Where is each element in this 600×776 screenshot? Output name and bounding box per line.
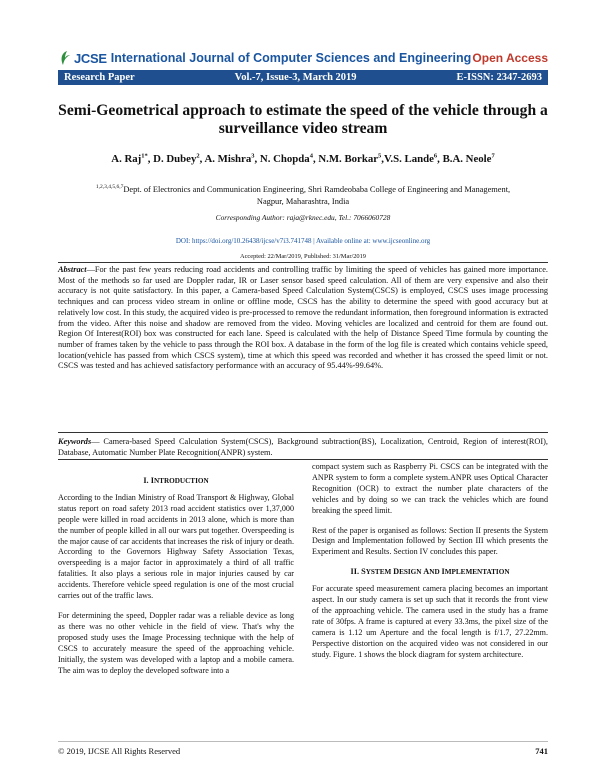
author: V.S. Lande$^6$, bbox=[384, 152, 443, 165]
abstract bbox=[58, 265, 548, 372]
issn: E-ISSN: 2347-2693 bbox=[456, 72, 542, 83]
paragraph: According to the Indian Ministry of Road Transport & Highway, Global status report on road safety 2013 road accident statistics over 1,37,000 people were killed in road accidents in 2013 alone, which is more than the number of people killed in all our wars put together. Overspeeding is the major cause of car accidents that increases the risk of injury or death. According to the Governors Highway Safety Association Texas, overspeeding is a major factor in approximately a third of all traffic fatalities. It also plays a serious role in major injuries caused by car accidents. Therefore vehicle speed regulation is one of the most crucial carries out of the traffic laws. bbox=[58, 492, 294, 601]
author: B.A. Neole$^7$ bbox=[442, 152, 495, 165]
footer-divider bbox=[58, 741, 548, 742]
author: D. Dubey$^2$, bbox=[153, 152, 205, 165]
volume-issue: Vol.-7, Issue-3, March 2019 bbox=[234, 72, 357, 83]
open-access-label: Open Access bbox=[472, 51, 548, 65]
divider bbox=[58, 432, 548, 433]
journal-header bbox=[58, 48, 548, 68]
paragraph: compact system such as Raspberry Pi. CSCS can be integrated with the ANPR system to form a complete system.ANPR uses Optical Character Recognition (OCR) to extract the number plate characters of the vehicles and by doing so we can track the vehicles which are found breaking the speed limit. bbox=[312, 462, 548, 515]
doi-line bbox=[58, 237, 548, 245]
author: N.M. Borkar$^5$, bbox=[318, 152, 384, 165]
affiliation bbox=[58, 181, 548, 208]
copyright: © 2019, IJCSE All Rights Reserved bbox=[58, 746, 181, 756]
keywords-text: — Camera-based Speed Calculation System(CSCS), Background subtraction(BS), Localization, Centroid, Region of interest(ROI), Database, Automatic Number Plate Recognition(ANPR) system. bbox=[58, 437, 548, 457]
journal-abbreviation: JCSE bbox=[74, 50, 107, 66]
paragraph: For accurate speed measurement camera placing becomes an important aspect. In our study camera is set up such that it records the front view of the approaching vehicle. The camera used in the study has a frame rate of 30fps. A frame is captured at every 33.3ms, the pixel size of the camera is 1.12 um Aperture and the focal length is f/1.7, 27.22mm. Perspective distortion on the acquired video was not considered in our study. Figure. 1 shows the block diagram for system architecture. bbox=[312, 584, 548, 659]
paragraph: For determining the speed, Doppler radar was a reliable device as long as there was no other vehicle in the field of view. That's why the proposed study uses the Image Processing technique with the help of CSCS to accurately measure the speed of the approaching vehicle. Initially, the system was developed with a laptop and a mobile camera. The aim was to deploy the developed software into a bbox=[58, 610, 294, 675]
paper-title: Semi-Geometrical approach to estimate the speed of the vehicle through a surveillance video stream bbox=[58, 102, 548, 137]
page-number: 741 bbox=[535, 746, 548, 756]
keywords bbox=[58, 437, 548, 458]
corresponding-author: Corresponding Author: raja@rknec.edu, Tel.: 7066060728 bbox=[215, 213, 391, 222]
abstract-text: —For the past few years reducing road accidents and controlling traffic by limiting the speed of vehicles has gained more importance. Most of the methods so far used are Doppler radar, IR or Laser sensor based speed calculation. All of them are very expensive and also their accuracy is not quite satisfactory. In this paper, a Camera-based Speed Calculation System(CSCS) is employed, CSCS uses image processing techniques and can process video stream in online or offline mode, CSCS has the ability to determine the speed with good accuracy but at relatively low cost. In this study, the acquired video is pre-processed to remove the redundant information, then foreground information is extracted from the video. After this noise and shadow are removed from the video. Moving vehicles are localized and centroid for them are found out. Region Of Interest(ROI) box was constructed for each lane. Speed is calculated with the help of Distance Speed Time formula by counting the number of frames taken by the vehicle to pass through the ROI box. A database in the form of the log file is created which contains vehicle speed, location(vehicle has passed from which CSCS system), time at which this speed was recorded and whether it has crossed the speed limit or not. CSCS was tested and has achieved satisfactory performance with an accuracy of 95.44%-99.64%. bbox=[58, 265, 548, 371]
keywords-label: Keywords bbox=[58, 437, 92, 446]
abstract-label: Abstract bbox=[58, 265, 87, 274]
affiliation-line: Dept. of Electronics and Communication Engineering, Shri Ramdeobaba College of Engineering and Management, bbox=[123, 184, 511, 194]
affiliation-sup: 1,2,3,4,5,6,7 bbox=[95, 184, 124, 190]
section-heading-introduction: I. INTRODUCTION bbox=[143, 476, 209, 485]
author: A. Mishra$^3$, bbox=[204, 152, 260, 165]
divider bbox=[58, 262, 548, 263]
publication-dates: Accepted: 22/Mar/2019, Published: 31/Mar/2019 bbox=[239, 253, 367, 260]
divider bbox=[58, 459, 548, 460]
paper-type: Research Paper bbox=[64, 72, 135, 83]
doi-link[interactable]: https://doi.org/10.26438/ijcse/v7i3.741748 bbox=[191, 237, 312, 245]
left-column bbox=[58, 476, 294, 685]
available-online[interactable]: | Available online at: www.ijcseonline.org bbox=[313, 237, 431, 245]
journal-name: International Journal of Computer Sciences and Engineering bbox=[110, 51, 472, 65]
affiliation-location: Nagpur, Maharashtra, India bbox=[256, 196, 350, 206]
author-list bbox=[58, 152, 548, 165]
paragraph: Rest of the paper is organised as follows: Section II presents the System Design and Implementation followed by Section III which presents the Experiment and Results. Section IV concludes this paper. bbox=[312, 525, 548, 557]
section-heading-system-design: II. SYSTEM DESIGN AND IMPLEMENTATION bbox=[350, 567, 510, 577]
author: N. Chopda$^4$, bbox=[259, 152, 319, 165]
issue-info-bar bbox=[58, 70, 548, 85]
journal-logo-icon bbox=[58, 50, 72, 66]
author: A. Raj$^{1*}$, bbox=[111, 152, 154, 165]
doi-label: DOI: bbox=[175, 237, 191, 245]
right-column bbox=[312, 462, 548, 670]
